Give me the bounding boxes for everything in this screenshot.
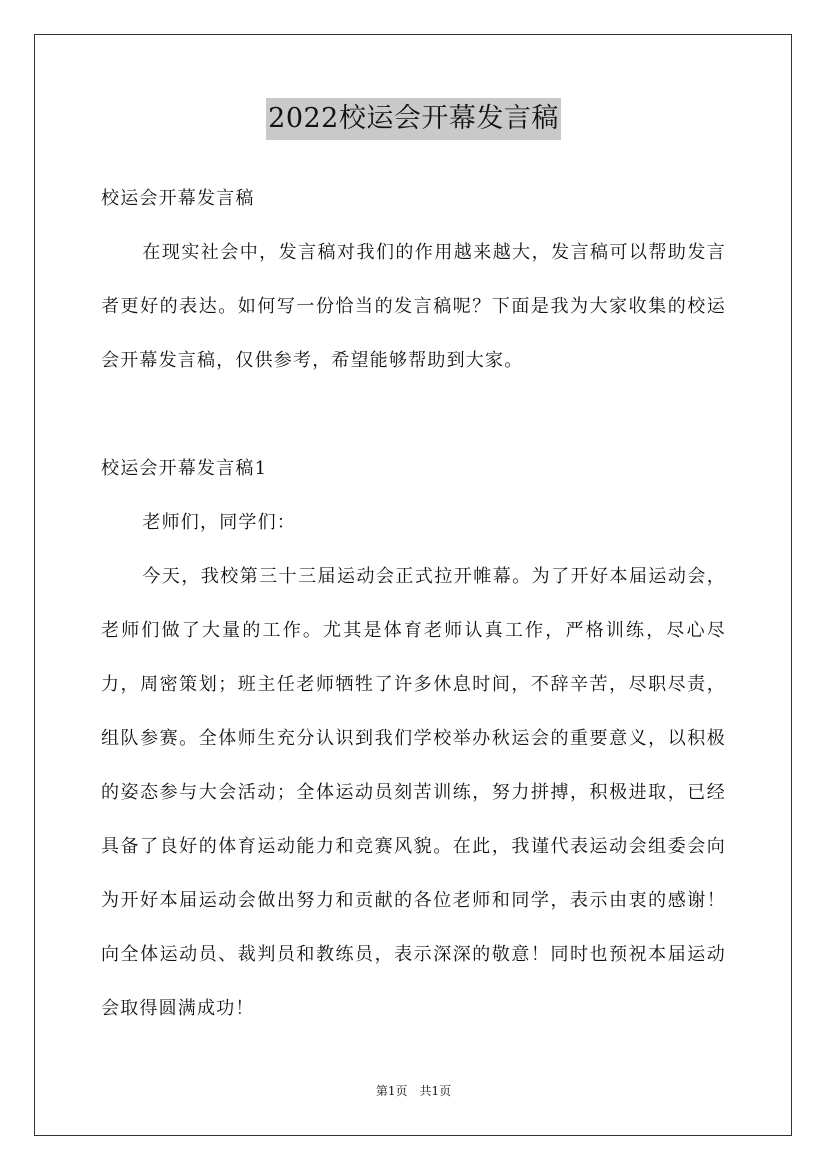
speech-paragraph: 今天，我校第三十三届运动会正式拉开帷幕。为了开好本届运动会，老师们做了大量的工作。尤其是体育老师认真工作，严格训练，尽心尽力，周密策划；班主任老师牺牲了许多休息时间，不辞辛苦，尽职尽责，组队参赛。全体师生充分认识到我们学校举办秋运会的重要意义，以积极的姿态参与大会活动；全体运动员刻苦训练，努力拼搏，积极进取，已经具备了良好的体育运动能力和竞赛风貌。在此，我谨代表运动会组委会向为开好本届运动会做出努力和贡献的各位老师和同学，表示由衷的感谢！向全体运动员、裁判员和教练员，表示深深的敬意！同时也预祝本届运动会取得圆满成功！ [101,566,726,1019]
document-body [101,172,726,1036]
title-container [0,98,827,140]
page-number-current: 第1页 [375,1084,408,1098]
page-number-total: 共1页 [419,1084,452,1098]
document-subtitle: 校运会开幕发言稿 [101,188,255,209]
intro-paragraph: 在现实社会中，发言稿对我们的作用越来越大，发言稿可以帮助发言者更好的表达。如何写一份恰当的发言稿呢？下面是我为大家收集的校运会开幕发言稿，仅供参考，希望能够帮助到大家。 [101,242,726,371]
paragraph-spacer [101,388,726,442]
document-title: 2022校运会开幕发言稿 [266,98,561,140]
page-footer [0,1082,827,1100]
salutation: 老师们，同学们： [142,512,296,533]
section-heading: 校运会开幕发言稿1 [101,458,268,479]
